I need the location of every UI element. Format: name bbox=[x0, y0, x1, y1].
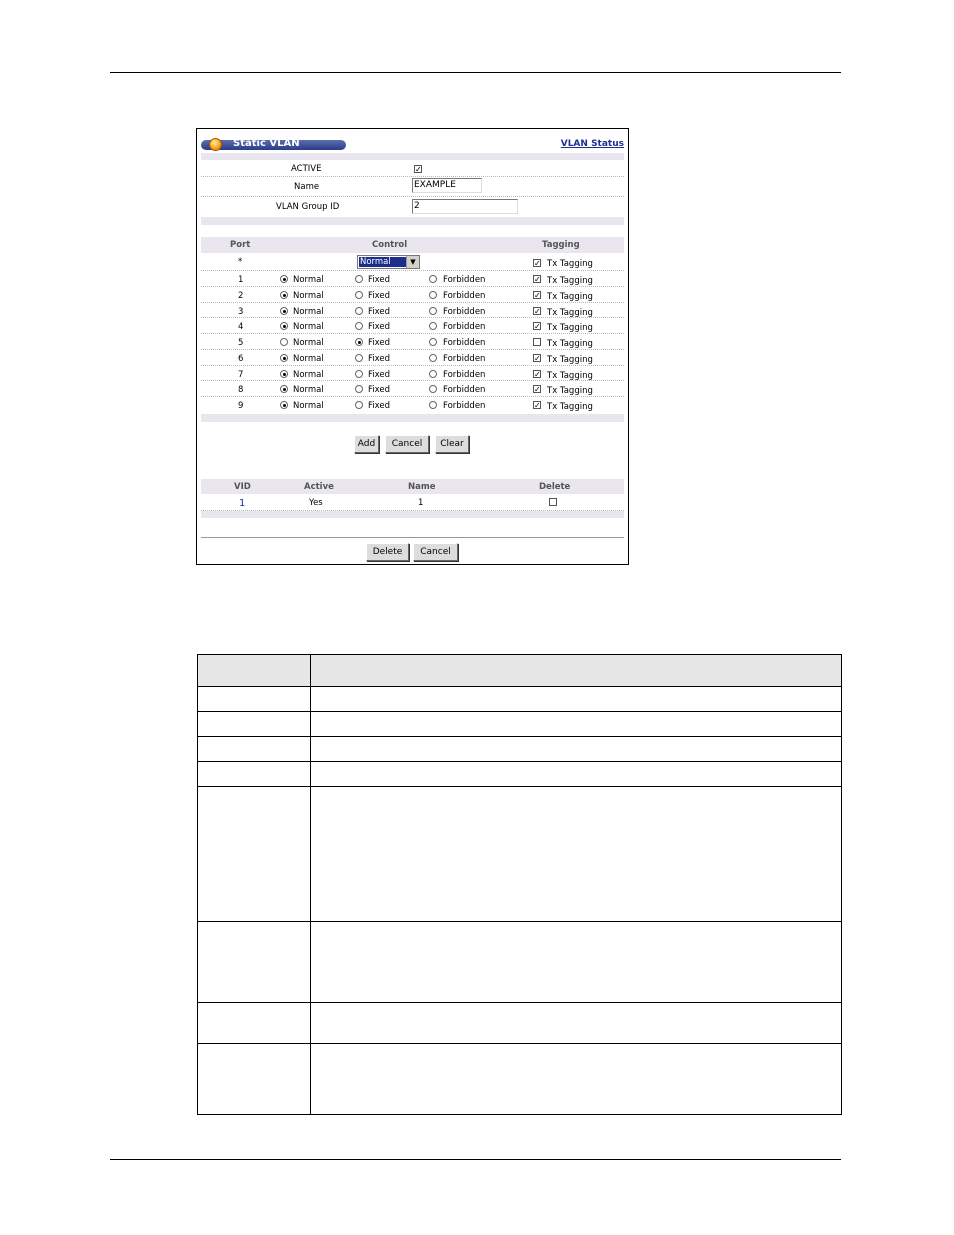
port-forbidden-label: Forbidden bbox=[443, 401, 486, 411]
page-top-rule bbox=[110, 72, 841, 73]
port-fixed-radio[interactable] bbox=[355, 385, 363, 393]
section-band bbox=[201, 414, 624, 422]
port-fixed-label: Fixed bbox=[368, 291, 391, 301]
description-table bbox=[197, 654, 842, 1115]
divider bbox=[201, 270, 624, 271]
name-input[interactable]: EXAMPLE bbox=[412, 178, 482, 193]
port-tx-tagging-label: Tx Tagging bbox=[547, 292, 593, 302]
page-bottom-rule bbox=[110, 1159, 841, 1160]
all-ports-tx-label: Tx Tagging bbox=[547, 259, 593, 269]
vlan-status-link[interactable]: VLAN Status bbox=[560, 139, 624, 149]
table-header-row bbox=[198, 655, 842, 687]
table-row bbox=[198, 712, 842, 737]
port-number: 1 bbox=[238, 275, 244, 285]
port-number: 6 bbox=[238, 354, 244, 364]
port-normal-label: Normal bbox=[293, 370, 324, 380]
all-ports-control-value: Normal bbox=[359, 257, 407, 267]
table-row bbox=[198, 762, 842, 787]
port-tx-tagging-checkbox[interactable]: ✓ bbox=[534, 354, 541, 363]
port-forbidden-radio[interactable] bbox=[429, 307, 437, 315]
port-forbidden-label: Forbidden bbox=[443, 385, 486, 395]
port-number: 7 bbox=[238, 370, 244, 380]
port-fixed-label: Fixed bbox=[368, 370, 391, 380]
port-forbidden-label: Forbidden bbox=[443, 338, 486, 348]
divider bbox=[201, 317, 624, 318]
port-number: 4 bbox=[238, 322, 244, 332]
table-row bbox=[198, 922, 842, 1003]
divider bbox=[201, 176, 624, 177]
header-band bbox=[201, 153, 624, 160]
port-tx-tagging-checkbox[interactable]: ✓ bbox=[534, 307, 541, 316]
divider bbox=[201, 302, 624, 303]
name-header: Name bbox=[408, 482, 436, 492]
active-checkbox[interactable]: ✓ bbox=[415, 165, 422, 174]
active-header: Active bbox=[304, 482, 334, 492]
cancel-delete-button[interactable]: Cancel bbox=[413, 543, 458, 561]
port-number: 9 bbox=[238, 401, 244, 411]
divider bbox=[201, 196, 624, 197]
port-normal-radio[interactable] bbox=[280, 275, 288, 283]
port-normal-label: Normal bbox=[293, 307, 324, 317]
port-number: 5 bbox=[238, 338, 244, 348]
port-fixed-label: Fixed bbox=[368, 322, 391, 332]
vlan-delete-checkbox[interactable] bbox=[549, 498, 557, 506]
tagging-header: Tagging bbox=[542, 240, 580, 250]
vid-link[interactable]: 1 bbox=[239, 498, 246, 509]
port-tx-tagging-label: Tx Tagging bbox=[547, 323, 593, 333]
delete-header: Delete bbox=[539, 482, 571, 492]
port-normal-label: Normal bbox=[293, 338, 324, 348]
port-forbidden-radio[interactable] bbox=[429, 338, 437, 346]
port-fixed-radio[interactable] bbox=[355, 291, 363, 299]
divider bbox=[201, 365, 624, 366]
name-label: Name bbox=[294, 182, 320, 192]
port-normal-label: Normal bbox=[293, 275, 324, 285]
divider bbox=[201, 537, 624, 538]
port-forbidden-label: Forbidden bbox=[443, 307, 486, 317]
port-tx-tagging-checkbox[interactable]: ✓ bbox=[534, 401, 541, 410]
port-normal-radio[interactable] bbox=[280, 338, 288, 346]
table-row bbox=[198, 1044, 842, 1115]
port-normal-radio[interactable] bbox=[280, 354, 288, 362]
port-tx-tagging-checkbox[interactable]: ✓ bbox=[534, 275, 541, 284]
port-normal-radio[interactable] bbox=[280, 401, 288, 409]
port-forbidden-radio[interactable] bbox=[429, 385, 437, 393]
port-fixed-radio[interactable] bbox=[355, 338, 363, 346]
port-forbidden-label: Forbidden bbox=[443, 370, 486, 380]
vlan-group-id-input[interactable]: 2 bbox=[412, 199, 518, 214]
port-tx-tagging-checkbox[interactable]: ✓ bbox=[534, 385, 541, 394]
port-tx-tagging-label: Tx Tagging bbox=[547, 308, 593, 318]
port-normal-label: Normal bbox=[293, 291, 324, 301]
port-forbidden-label: Forbidden bbox=[443, 275, 486, 285]
port-tx-tagging-label: Tx Tagging bbox=[547, 386, 593, 396]
port-fixed-radio[interactable] bbox=[355, 354, 363, 362]
port-tx-tagging-label: Tx Tagging bbox=[547, 402, 593, 412]
port-fixed-label: Fixed bbox=[368, 338, 391, 348]
port-tx-tagging-label: Tx Tagging bbox=[547, 339, 593, 349]
divider bbox=[201, 349, 624, 350]
all-ports-label: * bbox=[238, 257, 243, 267]
port-fixed-label: Fixed bbox=[368, 401, 391, 411]
all-ports-control-select[interactable] bbox=[357, 255, 420, 269]
port-tx-tagging-checkbox[interactable]: ✓ bbox=[534, 370, 541, 379]
divider bbox=[201, 380, 624, 381]
port-fixed-label: Fixed bbox=[368, 307, 391, 317]
active-label: ACTIVE bbox=[291, 164, 322, 174]
port-forbidden-label: Forbidden bbox=[443, 322, 486, 332]
clear-button[interactable]: Clear bbox=[435, 435, 469, 453]
port-normal-radio[interactable] bbox=[280, 307, 288, 315]
cancel-button[interactable]: Cancel bbox=[385, 435, 429, 453]
table-row bbox=[198, 687, 842, 712]
port-fixed-radio[interactable] bbox=[355, 322, 363, 330]
port-tx-tagging-checkbox[interactable]: ✓ bbox=[534, 322, 541, 331]
port-fixed-label: Fixed bbox=[368, 354, 391, 364]
section-band bbox=[201, 511, 624, 518]
port-normal-label: Normal bbox=[293, 354, 324, 364]
port-forbidden-label: Forbidden bbox=[443, 354, 486, 364]
port-number: 8 bbox=[238, 385, 244, 395]
add-button[interactable]: Add bbox=[354, 435, 379, 453]
port-forbidden-radio[interactable] bbox=[429, 354, 437, 362]
port-fixed-radio[interactable] bbox=[355, 401, 363, 409]
port-fixed-label: Fixed bbox=[368, 385, 391, 395]
port-fixed-label: Fixed bbox=[368, 275, 391, 285]
port-forbidden-label: Forbidden bbox=[443, 291, 486, 301]
port-forbidden-radio[interactable] bbox=[429, 322, 437, 330]
port-forbidden-radio[interactable] bbox=[429, 275, 437, 283]
panel-title: Static VLAN bbox=[233, 138, 300, 149]
divider bbox=[201, 333, 624, 334]
vlan-active-value: Yes bbox=[309, 498, 323, 508]
port-normal-radio[interactable] bbox=[280, 385, 288, 393]
port-header: Port bbox=[230, 240, 251, 250]
port-tx-tagging-label: Tx Tagging bbox=[547, 371, 593, 381]
status-orb-icon bbox=[209, 138, 222, 151]
control-header: Control bbox=[372, 240, 408, 250]
port-forbidden-radio[interactable] bbox=[429, 401, 437, 409]
port-tx-tagging-checkbox[interactable]: ✓ bbox=[534, 291, 541, 300]
divider bbox=[201, 286, 624, 287]
vid-header: VID bbox=[234, 482, 251, 492]
port-normal-radio[interactable] bbox=[280, 370, 288, 378]
port-normal-label: Normal bbox=[293, 401, 324, 411]
port-tx-tagging-label: Tx Tagging bbox=[547, 276, 593, 286]
dropdown-arrow-icon[interactable]: ▼ bbox=[406, 256, 419, 268]
table-row bbox=[198, 1003, 842, 1044]
port-forbidden-radio[interactable] bbox=[429, 291, 437, 299]
divider bbox=[201, 396, 624, 397]
vlan-group-id-label: VLAN Group ID bbox=[276, 202, 340, 212]
port-fixed-radio[interactable] bbox=[355, 307, 363, 315]
port-fixed-radio[interactable] bbox=[355, 370, 363, 378]
port-number: 2 bbox=[238, 291, 244, 301]
port-normal-label: Normal bbox=[293, 385, 324, 395]
vlan-name-value: 1 bbox=[418, 498, 424, 508]
port-normal-radio[interactable] bbox=[280, 322, 288, 330]
delete-button[interactable]: Delete bbox=[366, 543, 409, 561]
port-tx-tagging-label: Tx Tagging bbox=[547, 355, 593, 365]
port-number: 3 bbox=[238, 307, 244, 317]
all-ports-tx-checkbox[interactable]: ✓ bbox=[534, 259, 541, 268]
port-fixed-radio[interactable] bbox=[355, 275, 363, 283]
port-tx-tagging-checkbox[interactable] bbox=[533, 338, 541, 346]
port-forbidden-radio[interactable] bbox=[429, 370, 437, 378]
static-vlan-panel bbox=[196, 128, 629, 565]
port-normal-radio[interactable] bbox=[280, 291, 288, 299]
port-normal-label: Normal bbox=[293, 322, 324, 332]
section-band bbox=[201, 217, 624, 225]
table-row bbox=[198, 787, 842, 922]
table-row bbox=[198, 737, 842, 762]
